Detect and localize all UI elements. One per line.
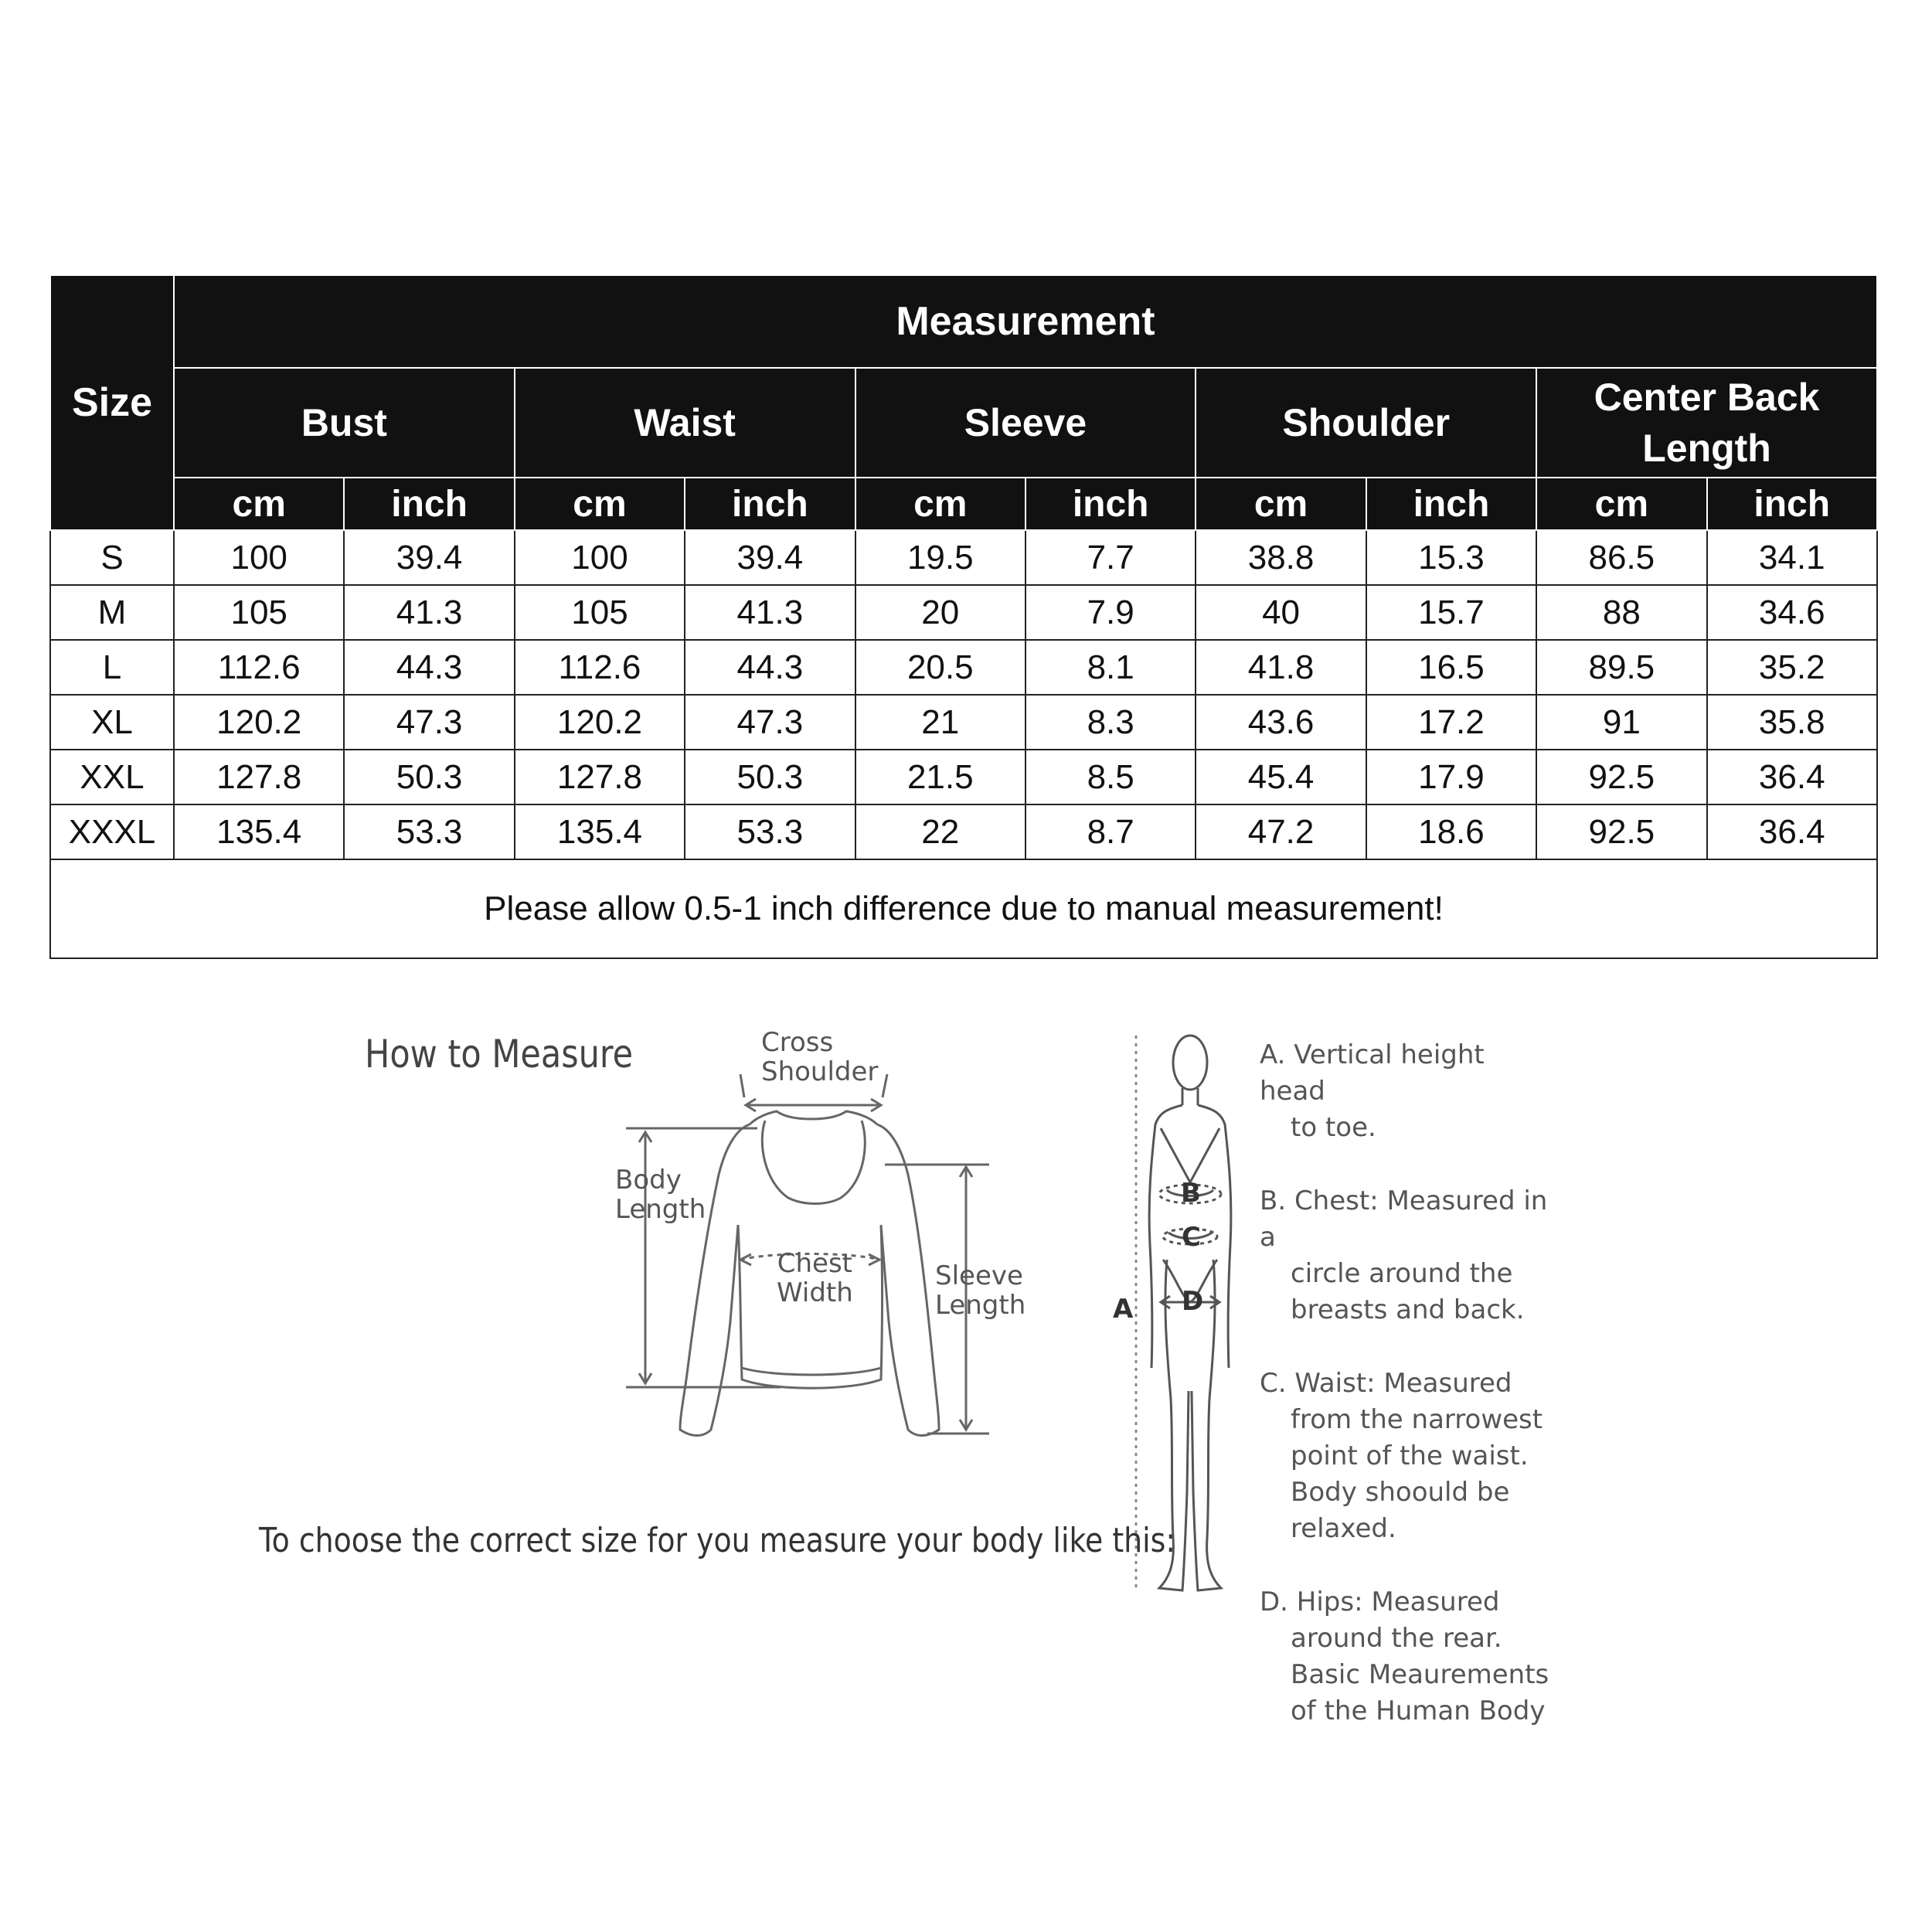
- size-chart-table: [49, 274, 1878, 959]
- size-cell: M: [50, 585, 174, 640]
- body-length-label: [615, 1165, 706, 1224]
- value-cell: 91: [1536, 695, 1706, 750]
- size-cell: XXXL: [50, 804, 174, 859]
- value-cell: 7.7: [1026, 530, 1196, 585]
- value-cell: 18.6: [1366, 804, 1536, 859]
- marker-c: C: [1182, 1222, 1201, 1253]
- measurement-guide: [1260, 1037, 1553, 1767]
- cross-shoulder-label-line2: Shoulder: [761, 1056, 879, 1087]
- body-length-label-line1: Body: [615, 1165, 682, 1196]
- guide-line: circle around the: [1291, 1258, 1513, 1289]
- table-row: [50, 530, 1877, 585]
- group-header-bust: Bust: [174, 368, 515, 478]
- size-cell: XL: [50, 695, 174, 750]
- guide-line: point of the waist.: [1291, 1440, 1529, 1471]
- guide-item: [1260, 1366, 1553, 1547]
- value-cell: 50.3: [344, 750, 514, 804]
- table-row: [50, 640, 1877, 695]
- value-cell: 8.5: [1026, 750, 1196, 804]
- size-cell: XXL: [50, 750, 174, 804]
- unit-header-cm: cm: [515, 478, 685, 530]
- value-cell: 21: [855, 695, 1026, 750]
- group-header-waist: Waist: [515, 368, 855, 478]
- value-cell: 41.3: [344, 585, 514, 640]
- guide-line: breasts and back.: [1291, 1294, 1525, 1325]
- group-header-shoulder: Shoulder: [1196, 368, 1536, 478]
- table-row: [50, 804, 1877, 859]
- value-cell: 135.4: [174, 804, 344, 859]
- value-cell: 17.9: [1366, 750, 1536, 804]
- value-cell: 89.5: [1536, 640, 1706, 695]
- body-length-label-line2: Length: [615, 1194, 706, 1225]
- guide-item: [1260, 1183, 1553, 1328]
- table-row: [50, 695, 1877, 750]
- sleeve-length-label: [935, 1261, 1026, 1320]
- value-cell: 120.2: [515, 695, 685, 750]
- marker-a: A: [1113, 1294, 1134, 1325]
- value-cell: 16.5: [1366, 640, 1536, 695]
- value-cell: 100: [515, 530, 685, 585]
- value-cell: 47.3: [685, 695, 855, 750]
- value-cell: 44.3: [685, 640, 855, 695]
- guide-line: Basic Meaurements: [1291, 1659, 1549, 1690]
- value-cell: 88: [1536, 585, 1706, 640]
- guide-line: A. Vertical height head: [1260, 1039, 1485, 1107]
- group-header-center-back-length: Center Back Length: [1536, 368, 1877, 478]
- value-cell: 92.5: [1536, 804, 1706, 859]
- value-cell: 7.9: [1026, 585, 1196, 640]
- value-cell: 47.2: [1196, 804, 1366, 859]
- unit-header-cm: cm: [1196, 478, 1366, 530]
- value-cell: 39.4: [344, 530, 514, 585]
- value-cell: 19.5: [855, 530, 1026, 585]
- guide-item: [1260, 1037, 1553, 1146]
- value-cell: 43.6: [1196, 695, 1366, 750]
- guide-line: from the narrowest: [1291, 1404, 1543, 1435]
- value-cell: 86.5: [1536, 530, 1706, 585]
- value-cell: 8.1: [1026, 640, 1196, 695]
- sleeve-length-label-line2: Length: [935, 1290, 1026, 1321]
- value-cell: 20: [855, 585, 1026, 640]
- body-figure-diagram: [1105, 1028, 1260, 1631]
- guide-line: around the rear.: [1291, 1623, 1502, 1654]
- guide-line: D. Hips: Measured: [1260, 1587, 1500, 1617]
- guide-line: C. Waist: Measured: [1260, 1368, 1512, 1399]
- value-cell: 21.5: [855, 750, 1026, 804]
- size-cell: S: [50, 530, 174, 585]
- value-cell: 15.3: [1366, 530, 1536, 585]
- value-cell: 100: [174, 530, 344, 585]
- value-cell: 53.3: [344, 804, 514, 859]
- value-cell: 38.8: [1196, 530, 1366, 585]
- measurement-header: Measurement: [174, 275, 1877, 368]
- value-cell: 17.2: [1366, 695, 1536, 750]
- unit-header-inch: inch: [685, 478, 855, 530]
- guide-line: Body shoould be: [1291, 1477, 1510, 1508]
- unit-header-cm: cm: [855, 478, 1026, 530]
- measurement-note: Please allow 0.5-1 inch difference due to manual measurement!: [50, 859, 1877, 958]
- value-cell: 105: [174, 585, 344, 640]
- unit-header-inch: inch: [344, 478, 514, 530]
- value-cell: 8.7: [1026, 804, 1196, 859]
- value-cell: 15.7: [1366, 585, 1536, 640]
- cross-shoulder-label: [761, 1028, 878, 1087]
- chest-width-label-line1: Chest: [777, 1248, 853, 1279]
- value-cell: 34.6: [1707, 585, 1877, 640]
- unit-header-cm: cm: [1536, 478, 1706, 530]
- size-header: Size: [50, 275, 174, 530]
- value-cell: 127.8: [174, 750, 344, 804]
- cross-shoulder-label-line1: Cross: [761, 1027, 834, 1058]
- marker-b: B: [1181, 1178, 1201, 1209]
- value-cell: 41.8: [1196, 640, 1366, 695]
- guide-line: of the Human Body: [1291, 1696, 1546, 1726]
- size-cell: L: [50, 640, 174, 695]
- chest-width-label: [777, 1249, 853, 1308]
- chest-width-label-line2: Width: [777, 1277, 853, 1308]
- value-cell: 35.8: [1707, 695, 1877, 750]
- measure-instruction: To choose the correct size for you measure your body like this:: [259, 1521, 1176, 1560]
- unit-header-cm: cm: [174, 478, 344, 530]
- value-cell: 8.3: [1026, 695, 1196, 750]
- value-cell: 135.4: [515, 804, 685, 859]
- value-cell: 36.4: [1707, 750, 1877, 804]
- value-cell: 50.3: [685, 750, 855, 804]
- guide-line: relaxed.: [1291, 1513, 1396, 1544]
- value-cell: 45.4: [1196, 750, 1366, 804]
- guide-line: B. Chest: Measured in a: [1260, 1185, 1548, 1253]
- how-to-measure-title: How to Measure: [365, 1032, 634, 1077]
- guide-item: [1260, 1584, 1553, 1730]
- group-header-sleeve: Sleeve: [855, 368, 1196, 478]
- value-cell: 39.4: [685, 530, 855, 585]
- value-cell: 112.6: [174, 640, 344, 695]
- value-cell: 127.8: [515, 750, 685, 804]
- marker-d: D: [1182, 1286, 1204, 1317]
- value-cell: 105: [515, 585, 685, 640]
- sleeve-length-label-line1: Sleeve: [935, 1260, 1023, 1291]
- unit-header-inch: inch: [1366, 478, 1536, 530]
- value-cell: 36.4: [1707, 804, 1877, 859]
- value-cell: 34.1: [1707, 530, 1877, 585]
- value-cell: 92.5: [1536, 750, 1706, 804]
- value-cell: 53.3: [685, 804, 855, 859]
- value-cell: 112.6: [515, 640, 685, 695]
- value-cell: 120.2: [174, 695, 344, 750]
- value-cell: 35.2: [1707, 640, 1877, 695]
- value-cell: 22: [855, 804, 1026, 859]
- value-cell: 20.5: [855, 640, 1026, 695]
- table-row: [50, 750, 1877, 804]
- guide-line: to toe.: [1291, 1112, 1376, 1143]
- unit-header-inch: inch: [1707, 478, 1877, 530]
- table-row: [50, 585, 1877, 640]
- value-cell: 40: [1196, 585, 1366, 640]
- unit-header-inch: inch: [1026, 478, 1196, 530]
- value-cell: 47.3: [344, 695, 514, 750]
- value-cell: 44.3: [344, 640, 514, 695]
- value-cell: 41.3: [685, 585, 855, 640]
